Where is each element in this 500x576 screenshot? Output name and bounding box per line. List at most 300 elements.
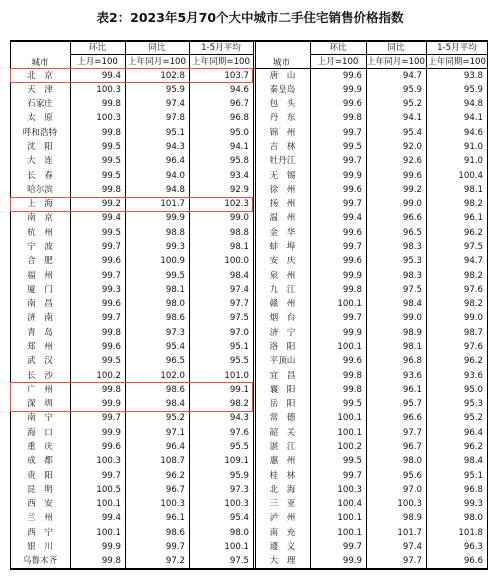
mom-value-left: 99.6	[101, 341, 121, 352]
city-name-right: 无 锡	[269, 170, 296, 181]
yoy-value-right: 98.0	[402, 456, 422, 467]
yoy-value-left: 99.9	[165, 213, 185, 224]
avg-value-left: 97.6	[229, 427, 249, 438]
avg-value-right: 101.8	[458, 527, 483, 538]
city-name-right: 桂 林	[269, 470, 296, 481]
city-name-right: 赣 州	[269, 299, 296, 310]
city-name-left: 青 岛	[27, 327, 53, 338]
mom-value-right: 99.5	[342, 456, 362, 467]
yoy-value-left: 98.0	[165, 299, 185, 310]
avg-value-right: 96.2	[463, 356, 483, 367]
avg-value-left: 98.8	[229, 227, 249, 238]
table-title: 表2：2023年5月70个大中城市二手住宅销售价格指数	[96, 10, 404, 25]
city-name-left: 天 津	[27, 84, 53, 95]
yoy-value-right: 95.7	[402, 399, 422, 410]
avg-value-left: 94.6	[229, 84, 249, 95]
avg-value-left: 109.1	[224, 456, 249, 467]
avg-value-left: 93.4	[229, 170, 249, 181]
mom-value-left: 99.2	[101, 199, 121, 210]
avg-value-left: 97.7	[229, 299, 249, 310]
mom-value-right: 99.8	[342, 370, 362, 381]
mom-value-left: 99.9	[101, 399, 121, 410]
mom-value-right: 100.2	[337, 441, 362, 452]
avg-value-left: 98.4	[229, 270, 249, 281]
city-name-left: 乌鲁木齐	[22, 556, 58, 567]
yoy-value-right: 97.5	[402, 284, 422, 295]
avg-value-left: 96.7	[229, 99, 249, 110]
avg-value-left: 94.1	[229, 141, 249, 152]
city-name-right: 韶 关	[269, 427, 296, 438]
avg-value-left: 95.5	[229, 441, 249, 452]
yoy-value-right: 96.8	[402, 356, 422, 367]
city-name-left: 上 海	[27, 199, 53, 210]
mom-value-left: 99.5	[101, 156, 121, 167]
mom-value-left: 99.7	[101, 270, 121, 281]
header-avg-sub-right: 上年同期=100	[428, 57, 486, 67]
avg-value-right: 91.0	[463, 141, 483, 152]
avg-value-right: 97.6	[463, 284, 483, 295]
grid-line	[70, 54, 253, 55]
yoy-value-left: 94.3	[165, 141, 185, 152]
avg-value-left: 92.9	[229, 184, 249, 195]
yoy-value-left: 97.8	[165, 113, 185, 124]
mom-value-left: 99.5	[101, 141, 121, 152]
avg-value-left: 97.3	[229, 484, 249, 495]
mom-value-left: 99.9	[101, 541, 121, 552]
header-yoy-sub-left: 上年同月=100	[128, 57, 186, 67]
city-name-right: 安 庆	[269, 256, 296, 267]
city-name-right: 烟 台	[269, 313, 296, 324]
avg-value-right: 98.0	[463, 513, 483, 524]
yoy-value-right: 100.3	[397, 499, 422, 510]
avg-value-right: 98.7	[463, 327, 483, 338]
city-name-left: 海 口	[27, 427, 53, 438]
mom-value-left: 99.6	[101, 256, 121, 267]
mom-value-right: 99.7	[342, 199, 362, 210]
city-name-right: 锦 州	[269, 127, 296, 138]
yoy-value-left: 96.7	[165, 484, 185, 495]
yoy-value-right: 95.3	[402, 256, 422, 267]
mom-value-left: 99.7	[101, 413, 121, 424]
city-name-left: 银 川	[27, 541, 53, 552]
avg-value-right: 96.2	[463, 441, 483, 452]
city-name-right: 襄 阳	[269, 384, 296, 395]
yoy-value-left: 100.3	[160, 499, 185, 510]
mom-value-left: 100.2	[96, 370, 121, 381]
avg-value-left: 97.0	[229, 327, 249, 338]
avg-value-left: 98.2	[229, 399, 249, 410]
mom-value-right: 99.7	[342, 241, 362, 252]
mom-value-left: 100.1	[96, 527, 121, 538]
mom-value-right: 99.6	[342, 70, 362, 81]
mom-value-left: 99.9	[101, 427, 121, 438]
city-name-right: 九 江	[269, 284, 296, 295]
city-name-left: 长 春	[27, 170, 53, 181]
yoy-value-right: 95.4	[402, 127, 422, 138]
yoy-value-right: 99.2	[402, 184, 422, 195]
avg-value-right: 94.8	[463, 99, 483, 110]
highlight-box	[10, 68, 253, 83]
avg-value-right: 96.2	[463, 227, 483, 238]
city-name-right: 吉 林	[269, 141, 296, 152]
avg-value-left: 94.3	[229, 413, 249, 424]
header-mom-left: 环比	[88, 43, 107, 53]
header-yoy-left: 同比	[148, 43, 166, 53]
avg-value-left: 95.0	[229, 127, 249, 138]
price-index-table	[10, 40, 488, 568]
avg-value-right: 96.8	[463, 484, 483, 495]
yoy-value-left: 94.0	[165, 170, 185, 181]
avg-value-left: 103.7	[224, 70, 249, 81]
city-name-left: 杭 州	[27, 227, 53, 238]
yoy-value-left: 95.1	[165, 127, 185, 138]
avg-value-right: 98.1	[463, 184, 483, 195]
yoy-value-right: 101.7	[397, 527, 422, 538]
city-name-right: 南 充	[269, 527, 296, 538]
city-name-right: 常 德	[269, 413, 296, 424]
mom-value-right: 99.9	[342, 84, 362, 95]
city-name-left: 福 州	[27, 270, 53, 281]
mom-value-left: 99.7	[101, 313, 121, 324]
city-name-left: 太 原	[27, 113, 53, 124]
yoy-value-right: 97.7	[402, 427, 422, 438]
city-name-right: 徐 州	[269, 184, 296, 195]
mom-value-left: 99.8	[101, 99, 121, 110]
mom-value-right: 99.6	[342, 227, 362, 238]
city-name-left: 厦 门	[27, 284, 53, 295]
avg-value-right: 96.1	[463, 213, 483, 224]
yoy-value-right: 95.6	[402, 470, 422, 481]
avg-value-left: 102.3	[224, 199, 249, 210]
mom-value-left: 99.5	[101, 170, 121, 181]
mom-value-left: 100.3	[96, 113, 121, 124]
mom-value-left: 99.3	[101, 284, 121, 295]
avg-value-right: 96.6	[463, 556, 483, 567]
mom-value-left: 99.8	[101, 127, 121, 138]
city-name-right: 湛 江	[269, 441, 296, 452]
yoy-value-right: 93.6	[402, 370, 422, 381]
mom-value-right: 100.4	[337, 499, 362, 510]
mom-value-right: 99.6	[342, 184, 362, 195]
mom-value-left: 99.7	[101, 470, 121, 481]
yoy-value-left: 98.8	[165, 227, 185, 238]
header-city-left: 城市	[31, 58, 49, 68]
city-name-left: 长 沙	[27, 370, 53, 381]
yoy-value-right: 92.0	[402, 141, 422, 152]
yoy-value-left: 97.4	[165, 99, 185, 110]
city-name-left: 南 京	[27, 213, 53, 224]
city-name-left: 哈尔滨	[27, 184, 53, 195]
yoy-value-left: 101.7	[160, 199, 185, 210]
grid-line	[310, 54, 488, 55]
avg-value-right: 97.6	[463, 341, 483, 352]
avg-value-right: 98.2	[463, 199, 483, 210]
avg-value-right: 98.2	[463, 299, 483, 310]
mom-value-right: 99.7	[342, 541, 362, 552]
yoy-value-left: 98.1	[165, 284, 185, 295]
yoy-value-right: 98.9	[402, 513, 422, 524]
avg-value-left: 99.1	[229, 384, 249, 395]
city-name-right: 三 亚	[269, 499, 296, 510]
header-mom-sub-right: 上月=100	[317, 57, 359, 67]
yoy-value-left: 95.9	[165, 84, 185, 95]
city-name-left: 广 州	[27, 384, 53, 395]
yoy-value-right: 98.9	[402, 327, 422, 338]
mom-value-right: 99.8	[342, 113, 362, 124]
mom-value-right: 99.7	[342, 127, 362, 138]
avg-value-right: 95.2	[463, 413, 483, 424]
table-top-border	[10, 40, 488, 42]
city-name-right: 泸 州	[269, 513, 296, 524]
mom-value-left: 99.6	[101, 299, 121, 310]
avg-value-right: 93.8	[463, 70, 483, 81]
yoy-value-left: 97.1	[165, 427, 185, 438]
mom-value-right: 99.5	[342, 399, 362, 410]
header-yoy-right: 同比	[387, 43, 405, 53]
mom-value-left: 99.8	[101, 327, 121, 338]
city-name-right: 济 宁	[269, 327, 296, 338]
avg-value-left: 97.5	[229, 313, 249, 324]
yoy-value-left: 108.7	[160, 456, 185, 467]
header-mom-right: 环比	[329, 43, 347, 53]
yoy-value-left: 96.5	[165, 356, 185, 367]
mom-value-right: 100.3	[337, 484, 362, 495]
mom-value-right: 100.1	[337, 427, 362, 438]
yoy-value-right: 99.0	[402, 313, 422, 324]
avg-value-left: 99.0	[229, 213, 249, 224]
mom-value-left: 99.8	[101, 384, 121, 395]
avg-value-right: 94.1	[463, 113, 483, 124]
header-yoy-sub-right: 上年同月=100	[367, 57, 425, 67]
city-name-right: 丹 东	[269, 113, 296, 124]
city-name-left: 昆 明	[27, 484, 53, 495]
yoy-value-right: 96.5	[402, 227, 422, 238]
highlight-box	[10, 382, 253, 412]
yoy-value-left: 102.0	[160, 370, 185, 381]
mom-value-right: 99.4	[342, 213, 362, 224]
city-name-left: 郑 州	[27, 341, 53, 352]
avg-value-right: 91.0	[463, 156, 483, 167]
avg-value-right: 96.3	[463, 541, 483, 552]
yoy-value-right: 97.7	[402, 556, 422, 567]
yoy-value-left: 94.8	[165, 184, 185, 195]
mom-value-left: 100.3	[96, 456, 121, 467]
yoy-value-right: 94.7	[402, 70, 422, 81]
mom-value-right: 99.9	[342, 327, 362, 338]
city-name-right: 遵 义	[269, 541, 296, 552]
yoy-value-left: 96.1	[165, 513, 185, 524]
city-name-left: 西 宁	[27, 527, 53, 538]
yoy-value-left: 98.6	[165, 527, 185, 538]
yoy-value-right: 97.0	[402, 484, 422, 495]
yoy-value-left: 99.5	[165, 270, 185, 281]
city-name-left: 北 京	[27, 70, 53, 81]
avg-value-left: 96.8	[229, 113, 249, 124]
mom-value-right: 99.5	[342, 141, 362, 152]
yoy-value-left: 98.6	[165, 384, 185, 395]
city-name-left: 重 庆	[27, 441, 53, 452]
city-name-right: 宜 昌	[269, 370, 296, 381]
mom-value-right: 99.9	[342, 556, 362, 567]
mom-value-left: 99.4	[101, 213, 121, 224]
avg-value-right: 95.3	[463, 399, 483, 410]
city-name-left: 大 连	[27, 156, 53, 167]
header-avg-sub-left: 上年同期=100	[192, 57, 250, 67]
city-name-left: 宁 波	[27, 241, 53, 252]
yoy-value-right: 99.6	[402, 170, 422, 181]
avg-value-left: 95.1	[229, 341, 249, 352]
yoy-value-left: 98.4	[165, 399, 185, 410]
mom-value-right: 99.6	[342, 99, 362, 110]
yoy-value-right: 98.3	[402, 270, 422, 281]
avg-value-right: 95.1	[463, 470, 483, 481]
city-name-left: 西 安	[27, 499, 53, 510]
city-name-right: 扬 州	[269, 199, 296, 210]
city-name-right: 大 理	[269, 556, 296, 567]
yoy-value-right: 96.6	[402, 213, 422, 224]
highlight-box	[10, 197, 253, 212]
mom-value-right: 99.8	[342, 284, 362, 295]
column-line	[487, 40, 488, 568]
header-mom-sub-left: 上月=100	[77, 57, 118, 67]
yoy-value-left: 96.4	[165, 441, 185, 452]
header-avg-left: 1-5月平均	[201, 43, 241, 53]
mom-value-right: 99.9	[342, 170, 362, 181]
city-name-right: 北 海	[269, 484, 296, 495]
city-name-left: 合 肥	[27, 256, 53, 267]
city-name-left: 沈 阳	[27, 141, 53, 152]
mom-value-right: 99.6	[342, 356, 362, 367]
yoy-value-right: 96.7	[402, 441, 422, 452]
avg-value-left: 97.4	[229, 284, 249, 295]
avg-value-left: 98.0	[229, 527, 249, 538]
city-name-right: 秦皇岛	[269, 84, 296, 95]
mom-value-right: 100.1	[337, 341, 362, 352]
mom-value-left: 99.8	[101, 184, 121, 195]
avg-value-right: 97.5	[463, 241, 483, 252]
mom-value-left: 99.5	[101, 227, 121, 238]
avg-value-left: 98.1	[229, 241, 249, 252]
avg-value-left: 97.5	[229, 556, 249, 567]
yoy-value-left: 97.3	[165, 327, 185, 338]
mom-value-left: 99.6	[101, 441, 121, 452]
yoy-value-left: 96.2	[165, 470, 185, 481]
avg-value-right: 98.4	[463, 456, 483, 467]
city-name-right: 包 头	[269, 99, 296, 110]
yoy-value-right: 98.4	[402, 299, 422, 310]
avg-value-right: 93.6	[463, 370, 483, 381]
yoy-value-left: 99.3	[165, 241, 185, 252]
city-name-right: 唐 山	[269, 70, 296, 81]
avg-value-left: 100.3	[224, 499, 249, 510]
city-name-right: 温 州	[269, 213, 296, 224]
mom-value-right: 100.1	[337, 413, 362, 424]
mom-value-left: 100.1	[96, 499, 121, 510]
yoy-value-right: 96.1	[402, 384, 422, 395]
avg-value-right: 94.7	[463, 256, 483, 267]
avg-value-right: 95.0	[463, 384, 483, 395]
city-name-right: 蚌 埠	[269, 241, 296, 252]
yoy-value-left: 99.7	[165, 541, 185, 552]
city-name-right: 牡丹江	[269, 156, 296, 167]
city-name-left: 石家庄	[27, 99, 53, 110]
yoy-value-left: 96.4	[165, 156, 185, 167]
city-name-left: 南 宁	[27, 413, 53, 424]
yoy-value-right: 92.6	[402, 156, 422, 167]
avg-value-left: 95.8	[229, 156, 249, 167]
avg-value-right: 98.2	[463, 270, 483, 281]
mom-value-left: 99.4	[101, 70, 121, 81]
avg-value-right: 99.3	[463, 499, 483, 510]
column-line	[253, 40, 254, 568]
city-name-right: 惠 州	[269, 456, 296, 467]
mom-value-right: 100.1	[337, 527, 362, 538]
mom-value-left: 99.5	[101, 356, 121, 367]
city-name-left: 南 昌	[27, 299, 53, 310]
city-name-right: 岳 阳	[269, 399, 296, 410]
yoy-value-right: 94.1	[402, 113, 422, 124]
mom-value-right: 100.1	[337, 513, 362, 524]
avg-value-left: 95.5	[229, 356, 249, 367]
yoy-value-right: 95.9	[402, 84, 422, 95]
city-name-left: 深 圳	[27, 399, 53, 410]
city-name-right: 洛 阳	[269, 341, 296, 352]
header-city-right: 城市	[272, 58, 291, 68]
mom-value-left: 99.4	[101, 513, 121, 524]
yoy-value-left: 98.6	[165, 313, 185, 324]
city-name-right: 金 华	[269, 227, 296, 238]
avg-value-right: 99.0	[463, 313, 483, 324]
avg-value-right: 95.9	[463, 84, 483, 95]
city-name-right: 泉 州	[269, 270, 296, 281]
avg-value-right: 96.4	[463, 427, 483, 438]
city-name-left: 呼和浩特	[22, 127, 58, 138]
yoy-value-left: 102.8	[160, 70, 185, 81]
yoy-value-left: 95.2	[165, 413, 185, 424]
avg-value-left: 100.0	[224, 256, 249, 267]
mom-value-right: 100.1	[337, 299, 362, 310]
yoy-value-right: 95.2	[402, 99, 422, 110]
city-name-left: 济 南	[27, 313, 53, 324]
city-name-right: 平顶山	[269, 356, 296, 367]
avg-value-right: 100.4	[458, 170, 483, 181]
mom-value-left: 100.3	[96, 84, 121, 95]
city-name-left: 贵 阳	[27, 470, 53, 481]
city-name-left: 武 汉	[27, 356, 53, 367]
mom-value-right: 99.7	[342, 470, 362, 481]
yoy-value-right: 98.1	[402, 341, 422, 352]
header-avg-right: 1-5月平均	[437, 43, 477, 53]
yoy-value-right: 98.3	[402, 241, 422, 252]
mom-value-right: 99.7	[342, 156, 362, 167]
yoy-value-left: 100.9	[160, 256, 185, 267]
avg-value-left: 95.4	[229, 513, 249, 524]
mom-value-right: 99.9	[342, 270, 362, 281]
mom-value-left: 99.7	[101, 241, 121, 252]
avg-value-left: 95.9	[229, 470, 249, 481]
yoy-value-right: 96.6	[402, 413, 422, 424]
mom-value-right: 99.8	[342, 384, 362, 395]
mom-value-left: 100.5	[96, 484, 121, 495]
avg-value-right: 94.6	[463, 127, 483, 138]
mom-value-right: 99.6	[342, 256, 362, 267]
city-name-left: 兰 州	[27, 513, 53, 524]
avg-value-left: 100.1	[224, 541, 249, 552]
yoy-value-right: 99.0	[402, 199, 422, 210]
yoy-value-left: 97.2	[165, 556, 185, 567]
city-name-left: 成 都	[27, 456, 53, 467]
yoy-value-right: 97.4	[402, 541, 422, 552]
